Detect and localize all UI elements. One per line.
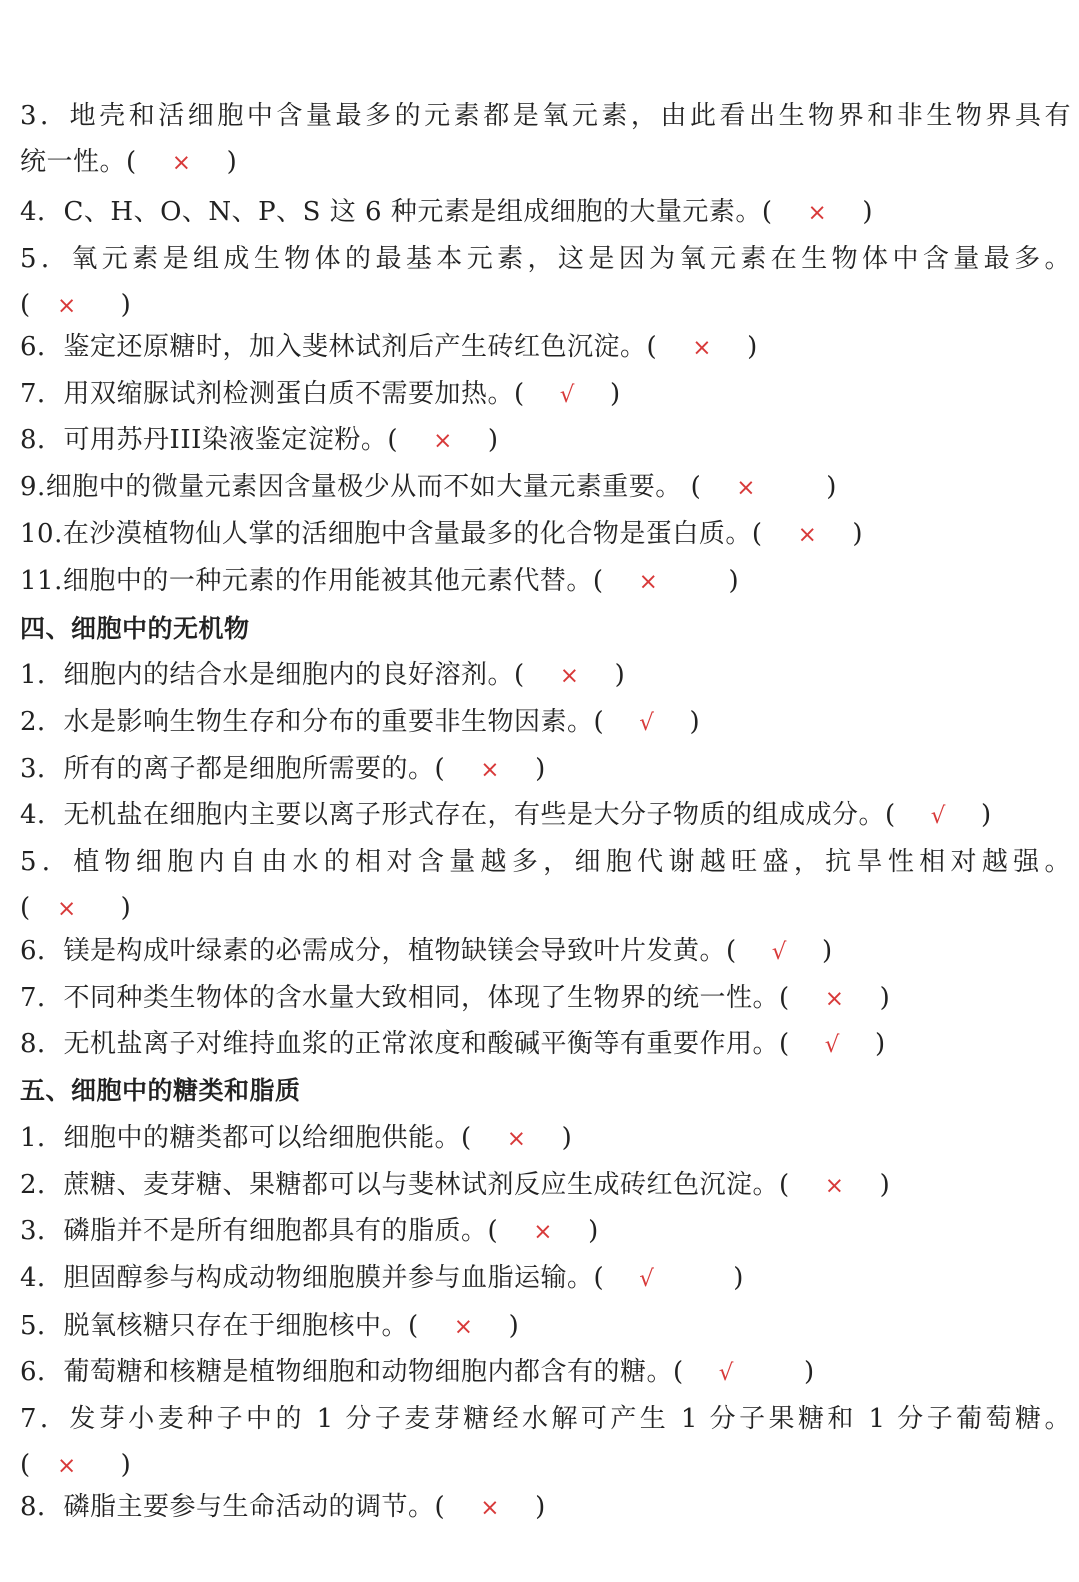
question-text: 8．无机盐离子对维持血浆的正常浓度和酸碱平衡等有重要作用。(	[20, 1029, 790, 1059]
question-line	[20, 424, 1071, 456]
question-line	[20, 1028, 1071, 1060]
question-line	[20, 289, 1071, 321]
cross-mark: ×	[56, 1453, 77, 1479]
question-text: 8．磷脂主要参与生命活动的调节。(	[20, 1492, 446, 1522]
question-text: 统一性。(	[20, 147, 137, 177]
cross-mark: ×	[56, 293, 77, 319]
question-text: 3．磷脂并不是所有细胞都具有的脂质。(	[20, 1216, 499, 1246]
check-mark: √	[559, 382, 575, 408]
question-line	[20, 1491, 1071, 1523]
closing-paren: )	[120, 893, 132, 923]
question-text: 6．鉴定还原糖时，加入斐林试剂后产生砖红色沉淀。(	[20, 332, 658, 362]
section-heading	[20, 613, 1071, 645]
question-line	[20, 753, 1071, 785]
closing-paren: )	[609, 379, 621, 409]
closing-paren: )	[561, 1123, 573, 1153]
question-text: 10.在沙漠植物仙人掌的活细胞中含量最多的化合物是蛋白质。(	[20, 519, 763, 549]
question-line	[20, 1215, 1071, 1247]
question-line	[20, 146, 1071, 178]
question-line	[20, 892, 1071, 924]
closing-paren: )	[689, 707, 701, 737]
question-line	[20, 1449, 1071, 1481]
closing-paren: )	[120, 290, 132, 320]
heading-text: 五、细胞中的糖类和脂质	[20, 1076, 301, 1105]
question-text: 1．细胞中的糖类都可以给细胞供能。(	[20, 1123, 472, 1153]
closing-paren: )	[728, 566, 740, 596]
closing-paren: )	[588, 1216, 599, 1246]
check-mark: √	[930, 803, 946, 829]
cross-mark: ×	[638, 569, 659, 595]
check-mark: √	[718, 1360, 734, 1386]
question-text: 8．可用苏丹III染液鉴定淀粉。(	[20, 425, 398, 455]
question-text: 4．无机盐在细胞内主要以离子形式存在，有些是大分子物质的组成成分。(	[20, 800, 896, 830]
question-text: (	[20, 290, 31, 320]
check-mark: √	[771, 939, 787, 965]
question-line	[20, 1122, 1071, 1154]
check-mark: √	[639, 710, 655, 736]
cross-mark: ×	[824, 986, 845, 1012]
closing-paren: )	[879, 1170, 891, 1200]
cross-mark: ×	[736, 475, 757, 501]
closing-paren: )	[535, 754, 546, 784]
question-text: 4．胆固醇参与构成动物细胞膜并参与血脂运输。(	[20, 1263, 605, 1293]
closing-paren: )	[508, 1311, 520, 1341]
cross-mark: ×	[453, 1314, 474, 1340]
closing-paren: )	[821, 936, 833, 966]
closing-paren: )	[826, 472, 837, 502]
cross-mark: ×	[533, 1219, 554, 1245]
question-line	[20, 982, 1071, 1014]
cross-mark: ×	[559, 663, 580, 689]
question-text: 2．水是影响生物生存和分布的重要非生物因素。(	[20, 707, 605, 737]
question-text: 7．用双缩脲试剂检测蛋白质不需要加热。(	[20, 379, 525, 409]
question-line	[20, 518, 1071, 550]
question-text: 5．植物细胞内自由水的相对含量越多，细胞代谢越旺盛，抗旱性相对越强。	[20, 847, 1071, 877]
question-line	[20, 471, 1071, 503]
question-text: (	[20, 1450, 31, 1480]
question-line	[20, 1356, 1071, 1388]
question-text: 2．蔗糖、麦芽糖、果糖都可以与斐林试剂反应生成砖红色沉淀。(	[20, 1170, 790, 1200]
cross-mark: ×	[171, 150, 192, 176]
closing-paren: )	[733, 1263, 744, 1293]
question-line	[20, 659, 1071, 691]
question-line	[20, 1310, 1071, 1342]
question-text: 6．镁是构成叶绿素的必需成分，植物缺镁会导致叶片发黄。(	[20, 936, 737, 966]
closing-paren: )	[614, 660, 626, 690]
cross-mark: ×	[480, 1495, 501, 1521]
question-text: (	[20, 893, 31, 923]
question-text: 9.细胞中的微量元素因含量极少从而不如大量元素重要。 (	[20, 472, 702, 502]
question-text: 11.细胞中的一种元素的作用能被其他元素代替。(	[20, 566, 604, 596]
closing-paren: )	[804, 1357, 815, 1387]
closing-paren: )	[226, 147, 238, 177]
question-line	[20, 799, 1071, 831]
question-line	[20, 935, 1071, 967]
check-mark: √	[639, 1266, 655, 1292]
question-line	[20, 1403, 1071, 1435]
cross-mark: ×	[56, 896, 77, 922]
cross-mark: ×	[433, 428, 453, 454]
cross-mark: ×	[480, 757, 501, 783]
question-text: 6．葡萄糖和核糖是植物细胞和动物细胞内都含有的糖。(	[20, 1357, 684, 1387]
question-line	[20, 846, 1071, 878]
question-text: 5．氧元素是组成生物体的最基本元素，这是因为氧元素在生物体中含量最多。	[20, 244, 1071, 274]
question-line	[20, 100, 1071, 132]
question-line	[20, 1169, 1071, 1201]
closing-paren: )	[980, 800, 992, 830]
cross-mark: ×	[692, 335, 713, 361]
question-text: 4．C、H、O、N、P、S 这 6 种元素是组成细胞的大量元素。(	[20, 197, 773, 227]
question-text: 7．发芽小麦种子中的 1 分子麦芽糖经水解可产生 1 分子果糖和 1 分子葡萄糖。	[20, 1404, 1071, 1434]
question-text: 5．脱氧核糖只存在于细胞核中。(	[20, 1311, 419, 1341]
question-line	[20, 243, 1071, 275]
closing-paren: )	[874, 1029, 886, 1059]
question-line	[20, 565, 1071, 597]
question-line	[20, 196, 1071, 228]
question-text: 3．地壳和活细胞中含量最多的元素都是氧元素，由此看出生物界和非生物界具有	[20, 101, 1071, 131]
question-text: 7．不同种类生物体的含水量大致相同，体现了生物界的统一性。(	[20, 983, 790, 1013]
section-heading	[20, 1075, 1071, 1107]
closing-paren: )	[535, 1492, 546, 1522]
question-line	[20, 378, 1071, 410]
question-line	[20, 1262, 1071, 1294]
closing-paren: )	[852, 519, 864, 549]
cross-mark: ×	[797, 522, 818, 548]
question-line	[20, 706, 1071, 738]
closing-paren: )	[120, 1450, 132, 1480]
check-mark: √	[824, 1032, 840, 1058]
closing-paren: )	[487, 425, 499, 455]
closing-paren: )	[747, 332, 758, 362]
cross-mark: ×	[824, 1173, 845, 1199]
question-line	[20, 331, 1071, 363]
cross-mark: ×	[506, 1126, 527, 1152]
closing-paren: )	[879, 983, 891, 1013]
cross-mark: ×	[807, 200, 828, 226]
question-text: 3．所有的离子都是细胞所需要的。(	[20, 754, 446, 784]
heading-text: 四、细胞中的无机物	[20, 614, 250, 643]
closing-paren: )	[862, 197, 874, 227]
question-text: 1．细胞内的结合水是细胞内的良好溶剂。(	[20, 660, 525, 690]
